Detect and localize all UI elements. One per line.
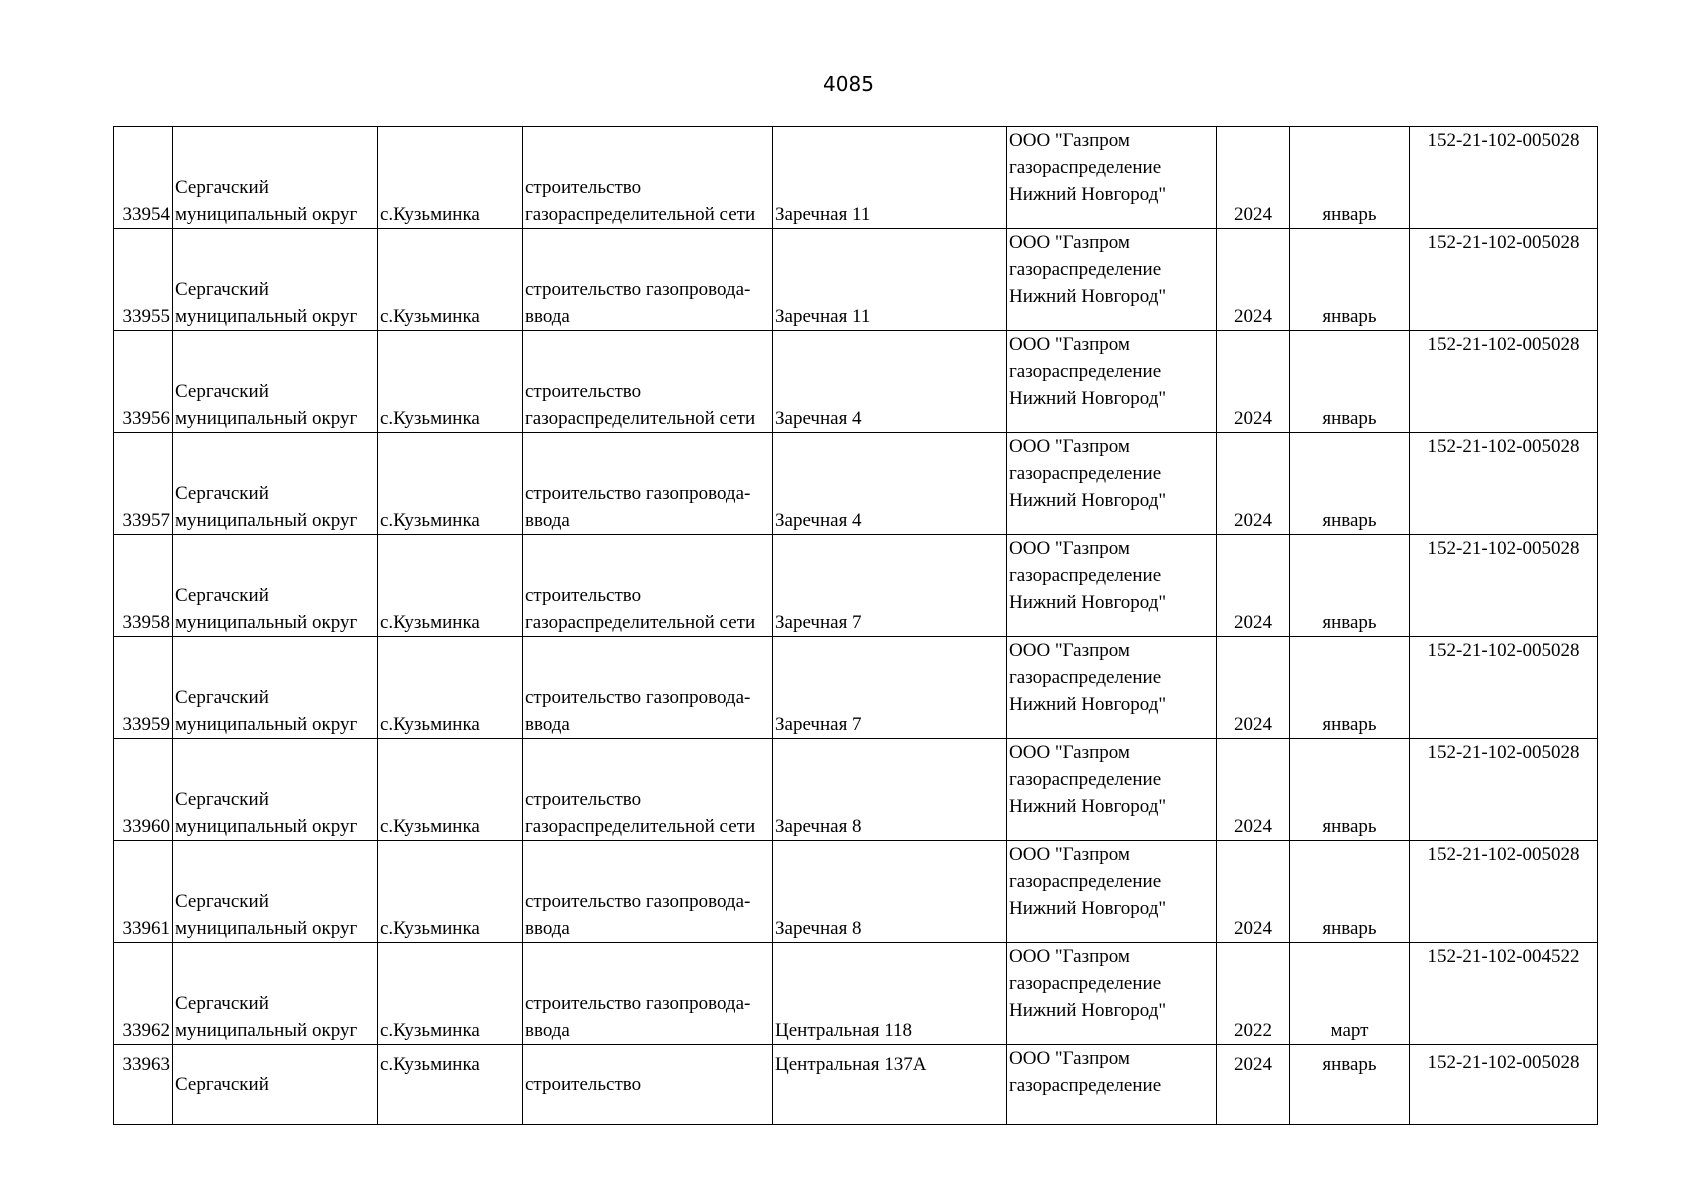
village-cell: с.Кузьминка <box>378 841 523 943</box>
work-type-cell-line: ввода <box>525 306 570 327</box>
work-type-cell-line: строительство <box>525 585 642 606</box>
year-cell: 2024 <box>1217 841 1290 943</box>
organization-cell <box>1007 331 1217 433</box>
page-number: 4085 <box>823 72 874 96</box>
table-row <box>114 229 1598 331</box>
organization-cell-line: газораспределение <box>1009 361 1162 382</box>
work-type-cell-line: газораспределительной сети <box>525 408 756 429</box>
organization-cell-line: ООО "Газпром <box>1009 1048 1130 1069</box>
organization-cell-line: Нижний Новгород" <box>1009 898 1167 919</box>
district-cell-line: Сергачский <box>175 177 269 198</box>
work-type-cell-line: строительство газопровода- <box>525 687 751 708</box>
village-cell: с.Кузьминка <box>378 433 523 535</box>
organization-cell <box>1007 739 1217 841</box>
district-cell <box>173 331 378 433</box>
organization-cell <box>1007 127 1217 229</box>
district-cell-line: Сергачский <box>175 279 269 300</box>
month-cell: январь <box>1290 739 1410 841</box>
district-cell-line: муниципальный округ <box>175 816 358 837</box>
organization-cell-line: ООО "Газпром <box>1009 640 1130 661</box>
district-cell <box>173 841 378 943</box>
work-type-cell-line: газораспределительной сети <box>525 612 756 633</box>
organization-cell-line: ООО "Газпром <box>1009 334 1130 355</box>
table-row <box>114 943 1598 1045</box>
year-cell: 2024 <box>1217 739 1290 841</box>
month-cell: январь <box>1290 331 1410 433</box>
work-type-cell <box>523 535 773 637</box>
organization-cell <box>1007 841 1217 943</box>
organization-cell-line: Нижний Новгород" <box>1009 694 1167 715</box>
work-type-cell-line: строительство <box>525 1074 642 1095</box>
district-cell <box>173 637 378 739</box>
street-cell: Центральная 137А <box>773 1045 1007 1125</box>
registry-code-cell: 152-21-102-005028 <box>1410 841 1598 943</box>
registry-code-cell: 152-21-102-005028 <box>1410 739 1598 841</box>
month-cell: январь <box>1290 433 1410 535</box>
month-cell: январь <box>1290 535 1410 637</box>
village-cell: с.Кузьминка <box>378 1045 523 1125</box>
work-type-cell <box>523 637 773 739</box>
street-cell: Заречная 8 <box>773 739 1007 841</box>
district-cell-line: Сергачский <box>175 483 269 504</box>
organization-cell-line: Нижний Новгород" <box>1009 1000 1167 1021</box>
record-id-cell: 33962 <box>114 943 173 1045</box>
district-cell-line: муниципальный округ <box>175 612 358 633</box>
registry-code-cell: 152-21-102-005028 <box>1410 535 1598 637</box>
village-cell: с.Кузьминка <box>378 127 523 229</box>
table-row <box>114 841 1598 943</box>
village-cell: с.Кузьминка <box>378 229 523 331</box>
district-cell-line: Сергачский <box>175 585 269 606</box>
record-id-cell: 33957 <box>114 433 173 535</box>
street-cell: Заречная 7 <box>773 535 1007 637</box>
district-cell <box>173 433 378 535</box>
organization-cell-line: Нижний Новгород" <box>1009 286 1167 307</box>
district-cell <box>173 229 378 331</box>
work-type-cell-line: строительство газопровода- <box>525 891 751 912</box>
registry-code-cell: 152-21-102-005028 <box>1410 433 1598 535</box>
record-id-cell: 33956 <box>114 331 173 433</box>
month-cell: январь <box>1290 127 1410 229</box>
organization-cell-line: Нижний Новгород" <box>1009 184 1167 205</box>
year-cell: 2022 <box>1217 943 1290 1045</box>
organization-cell <box>1007 433 1217 535</box>
district-cell <box>173 535 378 637</box>
work-type-cell-line: строительство <box>525 381 642 402</box>
work-type-cell <box>523 229 773 331</box>
district-cell-line: муниципальный округ <box>175 510 358 531</box>
district-cell-line: муниципальный округ <box>175 918 358 939</box>
work-type-cell-line: ввода <box>525 714 570 735</box>
organization-cell-line: Нижний Новгород" <box>1009 388 1167 409</box>
organization-cell <box>1007 229 1217 331</box>
work-type-cell-line: газораспределительной сети <box>525 816 756 837</box>
table-row <box>114 637 1598 739</box>
organization-cell-line: газораспределение <box>1009 973 1162 994</box>
month-cell: январь <box>1290 841 1410 943</box>
district-cell <box>173 943 378 1045</box>
organization-cell-line: газораспределение <box>1009 157 1162 178</box>
district-cell-line: муниципальный округ <box>175 306 358 327</box>
organization-cell-line: газораспределение <box>1009 769 1162 790</box>
work-type-cell <box>523 1045 773 1125</box>
district-cell <box>173 1045 378 1125</box>
district-cell-line: муниципальный округ <box>175 204 358 225</box>
year-cell: 2024 <box>1217 229 1290 331</box>
organization-cell <box>1007 637 1217 739</box>
organization-cell-line: Нижний Новгород" <box>1009 592 1167 613</box>
work-type-cell <box>523 841 773 943</box>
work-type-cell-line: строительство <box>525 177 642 198</box>
street-cell: Заречная 4 <box>773 331 1007 433</box>
district-cell-line: Сергачский <box>175 687 269 708</box>
record-id-cell: 33955 <box>114 229 173 331</box>
work-type-cell-line: строительство газопровода- <box>525 993 751 1014</box>
month-cell: январь <box>1290 637 1410 739</box>
organization-cell-line: ООО "Газпром <box>1009 436 1130 457</box>
work-type-cell-line: строительство газопровода- <box>525 483 751 504</box>
year-cell: 2024 <box>1217 127 1290 229</box>
registry-code-cell: 152-21-102-004522 <box>1410 943 1598 1045</box>
organization-cell-line: ООО "Газпром <box>1009 946 1130 967</box>
organization-cell-line: газораспределение <box>1009 259 1162 280</box>
work-type-cell-line: ввода <box>525 918 570 939</box>
record-id-cell: 33961 <box>114 841 173 943</box>
registry-code-cell: 152-21-102-005028 <box>1410 1045 1598 1125</box>
record-id-cell: 33963 <box>114 1045 173 1125</box>
district-cell-line: Сергачский <box>175 789 269 810</box>
street-cell: Заречная 11 <box>773 127 1007 229</box>
organization-cell-line: ООО "Газпром <box>1009 538 1130 559</box>
work-type-cell-line: газораспределительной сети <box>525 204 756 225</box>
street-cell: Заречная 7 <box>773 637 1007 739</box>
organization-cell-line: газораспределение <box>1009 565 1162 586</box>
work-type-cell-line: ввода <box>525 1020 570 1041</box>
record-id-cell: 33959 <box>114 637 173 739</box>
village-cell: с.Кузьминка <box>378 637 523 739</box>
work-type-cell <box>523 943 773 1045</box>
work-type-cell <box>523 739 773 841</box>
district-cell-line: Сергачский <box>175 993 269 1014</box>
district-cell <box>173 127 378 229</box>
organization-cell-line: ООО "Газпром <box>1009 130 1130 151</box>
street-cell: Заречная 11 <box>773 229 1007 331</box>
work-type-cell-line: ввода <box>525 510 570 531</box>
organization-cell-line: ООО "Газпром <box>1009 742 1130 763</box>
organization-cell-line: газораспределение <box>1009 667 1162 688</box>
record-id-cell: 33960 <box>114 739 173 841</box>
village-cell: с.Кузьминка <box>378 535 523 637</box>
work-type-cell <box>523 127 773 229</box>
work-type-cell <box>523 433 773 535</box>
record-id-cell: 33954 <box>114 127 173 229</box>
table-row <box>114 127 1598 229</box>
district-cell-line: Сергачский <box>175 381 269 402</box>
organization-cell-line: газораспределение <box>1009 1075 1162 1096</box>
organization-cell <box>1007 943 1217 1045</box>
organization-cell-line: ООО "Газпром <box>1009 844 1130 865</box>
district-cell-line: Сергачский <box>175 891 269 912</box>
registry-code-cell: 152-21-102-005028 <box>1410 331 1598 433</box>
district-cell <box>173 739 378 841</box>
work-type-cell-line: строительство <box>525 789 642 810</box>
registry-code-cell: 152-21-102-005028 <box>1410 637 1598 739</box>
year-cell: 2024 <box>1217 1045 1290 1125</box>
year-cell: 2024 <box>1217 331 1290 433</box>
registry-table <box>113 126 1598 1125</box>
organization-cell-line: Нижний Новгород" <box>1009 796 1167 817</box>
year-cell: 2024 <box>1217 637 1290 739</box>
district-cell-line: муниципальный округ <box>175 408 358 429</box>
record-id-cell: 33958 <box>114 535 173 637</box>
month-cell: январь <box>1290 229 1410 331</box>
organization-cell-line: газораспределение <box>1009 463 1162 484</box>
work-type-cell <box>523 331 773 433</box>
table-row <box>114 535 1598 637</box>
organization-cell-line: Нижний Новгород" <box>1009 490 1167 511</box>
table-row <box>114 1045 1598 1125</box>
village-cell: с.Кузьминка <box>378 331 523 433</box>
village-cell: с.Кузьминка <box>378 943 523 1045</box>
street-cell: Заречная 8 <box>773 841 1007 943</box>
village-cell: с.Кузьминка <box>378 739 523 841</box>
district-cell-line: Сергачский <box>175 1074 269 1095</box>
table-row <box>114 433 1598 535</box>
organization-cell-line: газораспределение <box>1009 871 1162 892</box>
registry-code-cell: 152-21-102-005028 <box>1410 127 1598 229</box>
district-cell-line: муниципальный округ <box>175 1020 358 1041</box>
year-cell: 2024 <box>1217 433 1290 535</box>
organization-cell-line: ООО "Газпром <box>1009 232 1130 253</box>
registry-code-cell: 152-21-102-005028 <box>1410 229 1598 331</box>
table-row <box>114 739 1598 841</box>
month-cell: март <box>1290 943 1410 1045</box>
work-type-cell-line: строительство газопровода- <box>525 279 751 300</box>
district-cell-line: муниципальный округ <box>175 714 358 735</box>
street-cell: Заречная 4 <box>773 433 1007 535</box>
month-cell: январь <box>1290 1045 1410 1125</box>
street-cell: Центральная 118 <box>773 943 1007 1045</box>
year-cell: 2024 <box>1217 535 1290 637</box>
organization-cell <box>1007 535 1217 637</box>
table-row <box>114 331 1598 433</box>
organization-cell <box>1007 1045 1217 1125</box>
